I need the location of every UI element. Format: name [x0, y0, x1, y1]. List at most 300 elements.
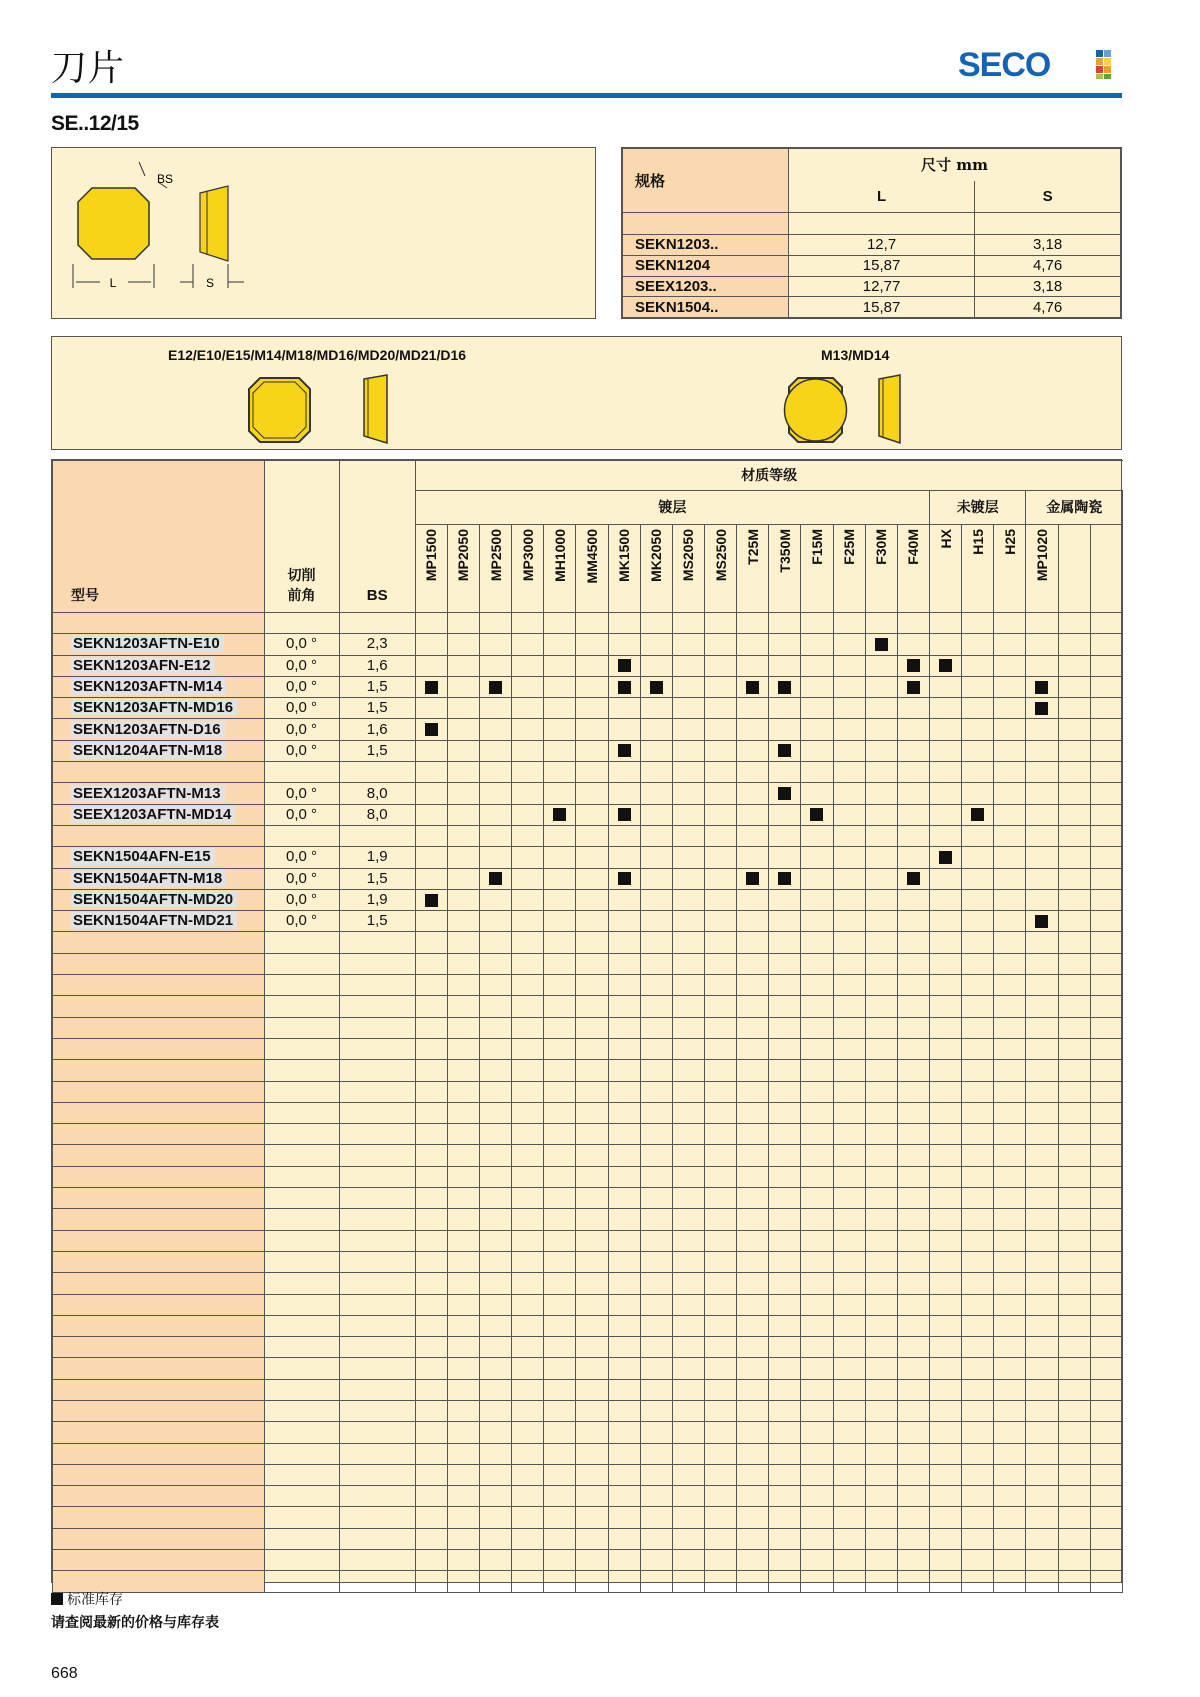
grade-cell	[994, 1081, 1026, 1102]
grade-name: F30M	[873, 529, 890, 565]
grade-cell	[512, 1571, 544, 1592]
grade-cell	[801, 1188, 833, 1209]
grade-cell	[447, 740, 479, 761]
model-code	[53, 1550, 265, 1571]
grade-cell	[512, 783, 544, 804]
grade-table	[51, 459, 1122, 1583]
grade-cell	[801, 613, 833, 634]
bs-cell: 1,6	[339, 655, 415, 676]
table-row	[53, 1571, 1123, 1592]
grade-cell	[1026, 1230, 1058, 1251]
model-code	[53, 1166, 265, 1187]
grade-cell	[480, 975, 512, 996]
grade-cell	[447, 825, 479, 846]
grade-cell	[1058, 1443, 1090, 1464]
grade-cell	[480, 1507, 512, 1528]
stock-mark-icon	[810, 808, 823, 821]
grade-cell	[1058, 1571, 1090, 1592]
grade-cell	[415, 911, 447, 932]
grade-cell	[769, 1507, 801, 1528]
grade-cell	[544, 1251, 576, 1272]
grade-cell	[994, 953, 1026, 974]
bs-cell	[339, 1379, 415, 1400]
grade-name: MK1500	[616, 529, 633, 582]
grade-cell	[769, 762, 801, 783]
grade-cell	[415, 1571, 447, 1592]
grade-cell	[447, 1486, 479, 1507]
grade-cell	[1090, 975, 1122, 996]
grade-cell	[769, 975, 801, 996]
grade-cell	[1026, 740, 1058, 761]
grade-cell	[544, 762, 576, 783]
grade-cell	[769, 1315, 801, 1336]
stock-legend	[51, 1589, 123, 1609]
grade-cell	[737, 1507, 769, 1528]
grade-cell	[447, 1358, 479, 1379]
grade-cell	[705, 719, 737, 740]
grade-cell	[769, 719, 801, 740]
grade-cell	[769, 847, 801, 868]
grade-cell	[1090, 1358, 1122, 1379]
grade-cell	[737, 1528, 769, 1549]
grade-cell	[962, 1358, 994, 1379]
grade-cell	[865, 932, 897, 953]
table-row	[53, 1038, 1123, 1059]
stock-mark-icon	[553, 808, 566, 821]
grade-cell	[544, 1188, 576, 1209]
grade-cell	[897, 1081, 929, 1102]
rake-cell: 0,0 °	[264, 868, 339, 889]
grade-cell	[512, 825, 544, 846]
bs-cell	[339, 1422, 415, 1443]
grade-cell	[640, 1102, 672, 1123]
grade-cell	[1026, 1443, 1058, 1464]
grade-cell	[447, 1209, 479, 1230]
rake-cell: 0,0 °	[264, 911, 339, 932]
grade-cell	[1058, 1209, 1090, 1230]
table-row	[53, 953, 1123, 974]
grade-cell	[1090, 676, 1122, 697]
grade-cell	[544, 634, 576, 655]
grade-cell	[962, 634, 994, 655]
grade-cell	[865, 1507, 897, 1528]
model-code-text: SEKN1504AFTN-MD20	[71, 891, 237, 908]
grade-cell	[705, 1102, 737, 1123]
grade-cell	[672, 1379, 704, 1400]
grade-cell	[576, 889, 608, 910]
rake-cell: 0,0 °	[264, 698, 339, 719]
grade-cell	[897, 1060, 929, 1081]
grade-cell	[929, 1464, 961, 1485]
grade-cell	[1026, 1550, 1058, 1571]
grade-name: MM4500	[584, 529, 600, 584]
grade-cell	[544, 847, 576, 868]
grade-cell	[769, 1166, 801, 1187]
table-row	[53, 1273, 1123, 1294]
model-code-text: SEEX1203AFTN-MD14	[71, 806, 235, 823]
grade-cell	[1090, 1251, 1122, 1272]
grade-cell	[415, 1379, 447, 1400]
grade-cell	[994, 868, 1026, 889]
grade-cell	[672, 804, 704, 825]
grade-cell	[672, 1081, 704, 1102]
grade-cell	[576, 1464, 608, 1485]
grade-cell	[640, 655, 672, 676]
grade-cell	[962, 719, 994, 740]
grade-cell	[608, 1038, 640, 1059]
grade-cell	[737, 1251, 769, 1272]
dim-s: 4,76	[975, 255, 1121, 276]
grade-cell	[480, 825, 512, 846]
stock-mark-icon	[1035, 702, 1048, 715]
bs-cell	[339, 613, 415, 634]
grade-cell	[415, 1507, 447, 1528]
grade-cell	[929, 1166, 961, 1187]
grade-cell	[415, 1017, 447, 1038]
square-insert-side-icon	[364, 375, 387, 443]
grade-cell	[480, 1017, 512, 1038]
grade-cell	[865, 762, 897, 783]
grade-cell	[608, 889, 640, 910]
grade-cell	[705, 783, 737, 804]
grade-cell	[480, 911, 512, 932]
grade-cell	[897, 698, 929, 719]
grade-cell	[608, 868, 640, 889]
table-row	[53, 1188, 1123, 1209]
rake-cell: 0,0 °	[264, 889, 339, 910]
grade-cell	[415, 698, 447, 719]
stock-mark-icon	[618, 872, 631, 885]
model-code	[53, 868, 265, 889]
table-row	[53, 1209, 1123, 1230]
grade-cell	[608, 783, 640, 804]
grade-cell	[608, 1507, 640, 1528]
grade-cell	[640, 783, 672, 804]
grade-cell	[447, 1422, 479, 1443]
bs-cell	[339, 1358, 415, 1379]
rake-cell	[264, 1209, 339, 1230]
grade-cell	[640, 1486, 672, 1507]
grade-cell	[608, 911, 640, 932]
grade-cell	[480, 1486, 512, 1507]
grade-cell	[640, 953, 672, 974]
grade-cell	[769, 1188, 801, 1209]
grade-cell	[447, 868, 479, 889]
grade-cell	[705, 868, 737, 889]
grade-cell	[833, 1273, 865, 1294]
grade-cell	[672, 1251, 704, 1272]
grade-cell	[962, 953, 994, 974]
grade-cell	[801, 1166, 833, 1187]
grade-cell	[1090, 911, 1122, 932]
grade-cell	[737, 1464, 769, 1485]
grade-cell	[994, 655, 1026, 676]
bs-cell: 2,3	[339, 634, 415, 655]
grade-cell	[480, 676, 512, 697]
grade-cell	[1026, 698, 1058, 719]
grade-cell	[1090, 613, 1122, 634]
grade-cell	[640, 975, 672, 996]
grade-cell	[608, 1422, 640, 1443]
grade-cell	[576, 740, 608, 761]
grade-cell	[608, 762, 640, 783]
grade-cell	[512, 1102, 544, 1123]
grade-cell	[705, 975, 737, 996]
grade-cell	[512, 676, 544, 697]
rake-cell	[264, 1166, 339, 1187]
grade-cell	[1090, 889, 1122, 910]
grade-cell	[929, 1528, 961, 1549]
grade-cell	[801, 932, 833, 953]
grade-cell	[415, 783, 447, 804]
grade-cell	[897, 676, 929, 697]
grade-column-header	[512, 525, 544, 613]
grade-cell	[897, 1017, 929, 1038]
grade-cell	[672, 868, 704, 889]
grade-cell	[1058, 1230, 1090, 1251]
grade-cell	[962, 1273, 994, 1294]
grade-cell	[480, 1251, 512, 1272]
grade-cell	[1058, 1550, 1090, 1571]
grade-cell	[640, 1528, 672, 1549]
grade-cell	[994, 1060, 1026, 1081]
grade-cell	[608, 634, 640, 655]
grade-cell	[1058, 1486, 1090, 1507]
grade-cell	[480, 804, 512, 825]
grade-cell	[929, 634, 961, 655]
table-row	[53, 634, 1123, 655]
grade-cell	[929, 1443, 961, 1464]
grade-cell	[1058, 1337, 1090, 1358]
grade-cell	[576, 719, 608, 740]
grade-cell	[994, 1145, 1026, 1166]
grade-cell	[769, 1379, 801, 1400]
grade-cell	[737, 975, 769, 996]
grade-cell	[1026, 1251, 1058, 1272]
grade-cell	[480, 1464, 512, 1485]
grade-cell	[737, 953, 769, 974]
grade-cell	[480, 740, 512, 761]
grade-cell	[640, 804, 672, 825]
grade-cell	[897, 634, 929, 655]
grade-cell	[801, 953, 833, 974]
grade-cell	[865, 1230, 897, 1251]
grade-cell	[1090, 1166, 1122, 1187]
grade-cell	[801, 1038, 833, 1059]
grade-cell	[769, 1081, 801, 1102]
grade-cell	[897, 1379, 929, 1400]
grade-cell	[737, 762, 769, 783]
grade-cell	[640, 1124, 672, 1145]
grade-cell	[672, 975, 704, 996]
bs-cell	[339, 1528, 415, 1549]
grade-cell	[897, 953, 929, 974]
grade-cell	[1026, 1358, 1058, 1379]
grade-cell	[994, 1486, 1026, 1507]
grade-cell	[769, 911, 801, 932]
grade-cell	[833, 1188, 865, 1209]
grade-name: T350M	[776, 529, 793, 573]
table-row	[53, 1379, 1123, 1400]
grade-cell	[480, 719, 512, 740]
grade-cell	[1058, 1273, 1090, 1294]
grade-cell	[897, 975, 929, 996]
grade-cell	[576, 1528, 608, 1549]
grade-cell	[544, 1081, 576, 1102]
bs-header: BS	[339, 461, 415, 613]
grade-cell	[897, 719, 929, 740]
grade-cell	[994, 1315, 1026, 1336]
grade-cell	[1058, 1188, 1090, 1209]
bs-cell	[339, 1251, 415, 1272]
grade-cell	[865, 1315, 897, 1336]
grade-cell	[480, 1528, 512, 1549]
grade-cell	[769, 825, 801, 846]
grade-name: MK2050	[648, 529, 665, 582]
grade-cell	[576, 1124, 608, 1145]
grade-cell	[962, 1337, 994, 1358]
grade-cell	[865, 1124, 897, 1145]
grade-cell	[865, 1188, 897, 1209]
grade-cell	[897, 804, 929, 825]
grade-cell	[737, 1145, 769, 1166]
grade-cell	[865, 889, 897, 910]
grade-name: T25M	[744, 529, 761, 565]
grade-cell	[576, 1038, 608, 1059]
bs-cell	[339, 1145, 415, 1166]
grade-cell	[576, 1422, 608, 1443]
grade-cell	[865, 1209, 897, 1230]
grade-cell	[994, 975, 1026, 996]
grade-cell	[1090, 1273, 1122, 1294]
model-code	[53, 740, 265, 761]
grade-cell	[833, 911, 865, 932]
grade-cell	[1058, 719, 1090, 740]
grade-cell	[929, 783, 961, 804]
table-row	[53, 889, 1123, 910]
bs-cell	[339, 1486, 415, 1507]
seco-logo	[958, 44, 1118, 84]
grade-cell	[544, 1464, 576, 1485]
grade-cell	[512, 1315, 544, 1336]
grade-cell	[544, 804, 576, 825]
bs-cell: 1,5	[339, 911, 415, 932]
grade-cell	[865, 1038, 897, 1059]
rake-cell	[264, 1464, 339, 1485]
table-row	[53, 1337, 1123, 1358]
grade-cell	[929, 804, 961, 825]
rake-cell	[264, 1528, 339, 1549]
grade-cell	[512, 1124, 544, 1145]
grade-cell	[415, 762, 447, 783]
grade-cell	[897, 655, 929, 676]
grade-cell	[544, 1294, 576, 1315]
grade-cell	[1090, 1379, 1122, 1400]
grade-cell	[608, 1273, 640, 1294]
grade-cell	[576, 1550, 608, 1571]
dim-l: 12,77	[789, 276, 975, 297]
grade-cell	[608, 1188, 640, 1209]
grade-cell	[801, 804, 833, 825]
grade-cell	[608, 953, 640, 974]
rake-cell: 0,0 °	[264, 719, 339, 740]
s-header: S	[975, 181, 1121, 213]
grade-cell	[415, 1230, 447, 1251]
grade-cell	[608, 825, 640, 846]
grade-cell	[672, 740, 704, 761]
grade-cell	[1026, 1017, 1058, 1038]
grade-cell	[929, 1017, 961, 1038]
grade-cell	[544, 1571, 576, 1592]
grade-cell	[544, 740, 576, 761]
grade-cell	[480, 996, 512, 1017]
grade-cell	[929, 847, 961, 868]
grade-cell	[897, 847, 929, 868]
grade-cell	[833, 1571, 865, 1592]
grade-cell	[897, 1315, 929, 1336]
grade-cell	[865, 1550, 897, 1571]
grade-cell	[1058, 975, 1090, 996]
grade-cell	[737, 1422, 769, 1443]
grade-cell	[737, 889, 769, 910]
grade-cell	[415, 1038, 447, 1059]
grade-cell	[865, 676, 897, 697]
grade-cell	[737, 1571, 769, 1592]
grade-cell	[447, 1017, 479, 1038]
grade-cell	[672, 719, 704, 740]
grade-cell	[447, 1273, 479, 1294]
grade-cell	[512, 698, 544, 719]
bs-cell	[339, 975, 415, 996]
grade-cell	[447, 1188, 479, 1209]
grade-cell	[415, 1166, 447, 1187]
grade-name: HX	[937, 529, 954, 549]
grade-cell	[480, 1124, 512, 1145]
grade-cell	[801, 1571, 833, 1592]
grade-cell	[608, 1166, 640, 1187]
grade-cell	[1026, 1486, 1058, 1507]
bs-cell	[339, 762, 415, 783]
grade-cell	[640, 1550, 672, 1571]
grade-cell	[865, 1337, 897, 1358]
grade-cell	[415, 953, 447, 974]
grade-cell	[672, 1315, 704, 1336]
grade-cell	[512, 1358, 544, 1379]
model-code	[53, 1230, 265, 1251]
grade-cell	[769, 1038, 801, 1059]
grade-cell	[801, 1358, 833, 1379]
rake-cell	[264, 1571, 339, 1592]
grade-cell	[994, 889, 1026, 910]
grade-cell	[994, 1571, 1026, 1592]
grade-name: MP3000	[519, 529, 536, 582]
grade-cell	[415, 1188, 447, 1209]
grade-cell	[415, 868, 447, 889]
dim-code: SEKN1203..	[623, 235, 789, 256]
grade-cell	[672, 762, 704, 783]
grade-cell	[833, 1166, 865, 1187]
grade-cell	[640, 1400, 672, 1421]
grade-cell	[737, 783, 769, 804]
grade-cell	[544, 889, 576, 910]
model-code	[53, 655, 265, 676]
grade-cell	[415, 1273, 447, 1294]
grade-cell	[962, 1507, 994, 1528]
grade-cell	[544, 613, 576, 634]
grade-cell	[737, 1294, 769, 1315]
grade-cell	[640, 1337, 672, 1358]
grade-cell	[512, 762, 544, 783]
